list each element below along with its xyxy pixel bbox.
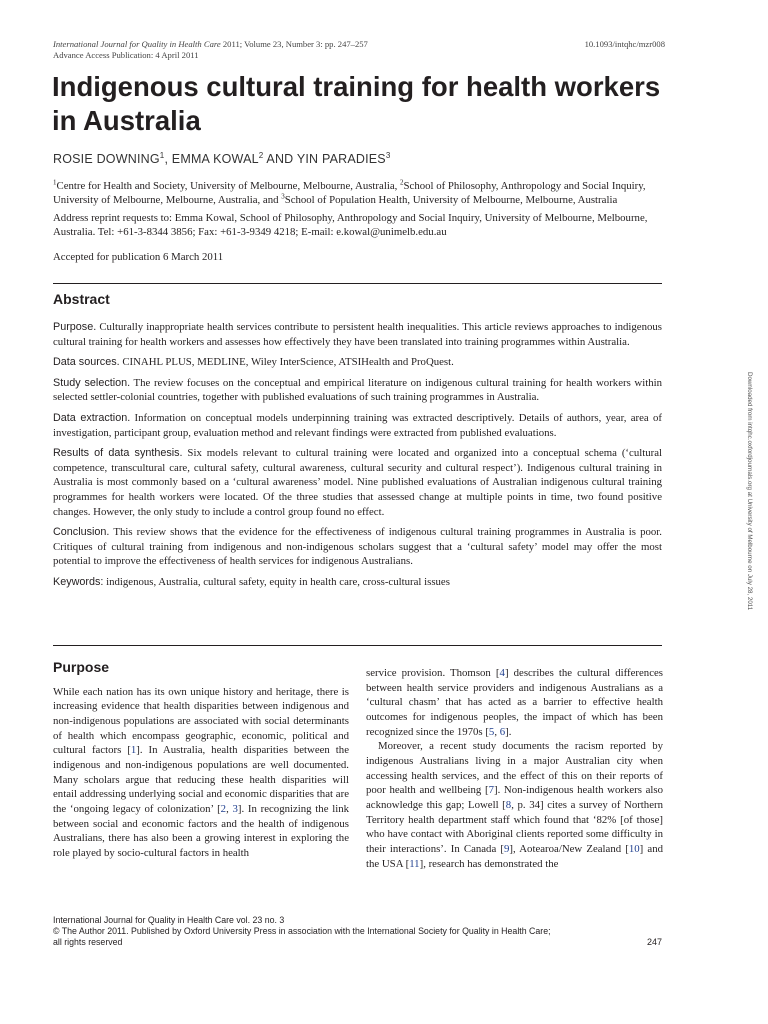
author-name: ROSIE DOWNING: [53, 152, 160, 166]
citation-link[interactable]: 11: [409, 857, 420, 870]
footer-copyright: © The Author 2011. Published by Oxford University Press in association with the International Society for Quality in Health Care;: [53, 926, 551, 937]
abstract-section: [53, 355, 662, 370]
author-name: EMMA KOWAL: [171, 152, 259, 166]
citation-link[interactable]: 2: [220, 802, 227, 815]
abstract-top-rule: [53, 283, 662, 284]
abstract-section: [53, 411, 662, 440]
author-affiliation-mark: 2: [258, 150, 264, 160]
body-paragraph: While each nation has its own unique history and heritage, there is increasing evidence that health disparities between indigenous and non-indigenous populations are associated with social determinants of health which encompass geographic, economic, political and cultural factors [1]. In Australia, health disparities between the indigenous and non-indigenous populations are well documented. Many scholars argue that reducing these health disparities will entail addressing underlying social and economic disparities that are the ‘ongoing legacy of colonization’ [2, 3]. In recognizing the link between social and economic factors and the health of indigenous Australians, there has also been a growing interest in exploring the role played by socio-cultural factors in health: [53, 685, 349, 859]
page-number: 247: [646, 937, 662, 948]
footer-rights: all rights reserved: [53, 937, 123, 948]
abstract-section-text: Culturally inappropriate health services contribute to persistent health inequalities. This article reviews approaches to indigenous cultural training for health workers and assesses how effectively they have been translated into training programmes within Australia.: [53, 321, 662, 348]
abstract-section-label: Data sources.: [53, 356, 120, 369]
journal-citation: International Journal for Quality in Health Care 2011; Volume 23, Number 3: pp. 247–257: [53, 39, 368, 49]
affiliations: $^1$Centre for Health and Society, University of Melbourne, Melbourne, Australia, $^2$School of Philosophy, Anthropology and Social Inquiry, University of Melbourne, Melbourne, Australia, and $^3$School of Population Health, University of Melbourne, Melbourne, Australia: [53, 178, 646, 206]
abstract-section: [53, 376, 662, 405]
advance-access: Advance Access Publication: 4 April 2011: [53, 50, 199, 60]
author-name: YIN PARADIES: [296, 152, 386, 166]
abstract-section: [53, 446, 662, 519]
abstract-section-label: Data extraction.: [53, 411, 131, 424]
abstract-bottom-rule: [53, 645, 662, 646]
citation-link[interactable]: 4: [499, 667, 505, 679]
abstract-section-label: Results of data synthesis.: [53, 447, 183, 460]
citation-link[interactable]: 3: [232, 802, 238, 815]
citation-link[interactable]: 9: [504, 842, 510, 855]
abstract-section: [53, 320, 662, 349]
abstract-section-text: indigenous, Australia, cultural safety, equity in health care, cross-cultural issues: [103, 575, 450, 588]
section-heading-purpose: Purpose: [53, 659, 110, 675]
journal-header: [53, 39, 665, 61]
abstract-body: [53, 320, 662, 596]
author-affiliation-mark: 3: [385, 150, 391, 160]
download-notice: Downloaded from intqhc.oxfordjournals.org at University of Melbourne on July 28, 2011: [746, 372, 753, 611]
abstract-section-label: Conclusion.: [53, 526, 110, 539]
footer-journal: International Journal for Quality in Health Care vol. 23 no. 3: [53, 915, 285, 925]
abstract-section-text: This review shows that the evidence for the effectiveness of indigenous cultural training programmes in Australia is poor. Critiques of cultural training from indigenous and non-indigenous scholars suggest that a ‘cultural safety’ model may offer the most potential to improve the effectiveness of health services for indigenous Australians.: [53, 526, 662, 568]
citation-link[interactable]: 8: [505, 798, 512, 811]
page-footer: [53, 915, 662, 949]
body-paragraph: Moreover, a recent study documents the racism reported by indigenous Australians living in a major Australian city when accessing health services, and the effect of this on their reports of poor health and wellbeing [7]. Non-indigenous health workers also acknowledge this gap; Lowell [8, p. 34] cites a survey of Northern Territory health department staff which found that ‘82% [of those] who have contact with Aboriginal clients reported some difficulty in their interactions’. In Canada [9], Aotearoa/New Zealand [10] and the USA [11], research has demonstrated the: [366, 740, 664, 870]
author-affiliation-mark: 1: [159, 150, 165, 160]
abstract-section: [53, 525, 662, 569]
abstract-section-text: CINAHL PLUS, MEDLINE, Wiley InterScience, ATSIHealth and ProQuest.: [119, 356, 454, 369]
left-column: [53, 660, 349, 861]
abstract-section-label: Keywords:: [53, 575, 104, 588]
abstract-section: [53, 575, 662, 590]
author-list: ROSIE DOWNING$^1$, EMMA KOWAL$^2$ AND YIN PARADIES$^3$: [53, 150, 391, 166]
citation-link[interactable]: 10: [628, 842, 640, 855]
abstract-section-text: Six models relevant to cultural training were located and organized into a conceptual schema (‘cultural competence, transcultural care, cultural safety, cultural awareness, cultural security and cultural respect’). Indigenous cultural training in Australia is most commonly based on a ‘cultural awareness’ model. Nine published evaluations of Australian indigenous cultural training programmes for health workers were located. Of the three studies that assessed change at multiple points in time, two found positive changes. However, the only study to include a control group found no effect.: [53, 447, 662, 518]
accepted-date: Accepted for publication 6 March 2011: [53, 251, 224, 263]
abstract-section-label: Study selection.: [53, 376, 131, 389]
download-watermark: [746, 372, 756, 622]
reprint-address: Address reprint requests to: Emma Kowal, School of Philosophy, Anthropology and Social Inquiry, University of Melbourne, Melbourne, Australia. Tel: +61-3-8344 3856; Fax: +61-3-9349 4218; E-mail: e.kowal@unimelb.edu.au: [53, 212, 648, 238]
citation-link[interactable]: 5: [488, 725, 495, 738]
abstract-section-label: Purpose.: [53, 321, 97, 333]
doi[interactable]: 10.1093/intqhc/mzr008: [584, 39, 665, 49]
article-title: Indigenous cultural training for health workers in Australia: [52, 71, 661, 136]
citation-link[interactable]: 1: [130, 744, 137, 757]
abstract-section-text: The review focuses on the conceptual and empirical literature on indigenous cultural training for health workers within selected settler-colonial countries, together with published evaluations of such training programmes in Australia.: [53, 376, 662, 404]
right-column: [366, 666, 663, 871]
body-paragraph: service provision. Thomson [4] describes the cultural differences between health service providers and indigenous Australians as a ‘cultural chasm’ that has acted as a barrier to effective health outcomes for indigenous peoples, the impact of which has been recognized since the 1970s [5, 6].: [366, 667, 663, 738]
citation-link[interactable]: 6: [499, 725, 506, 738]
abstract-section-text: Information on conceptual models underpinning training was extracted descriptively. Details of authors, year, area of investigation, participant group, evaluation method and relevant findings were extracted from published evaluations.: [53, 411, 663, 439]
abstract-heading: Abstract: [53, 291, 110, 307]
citation-link[interactable]: 7: [488, 784, 494, 797]
